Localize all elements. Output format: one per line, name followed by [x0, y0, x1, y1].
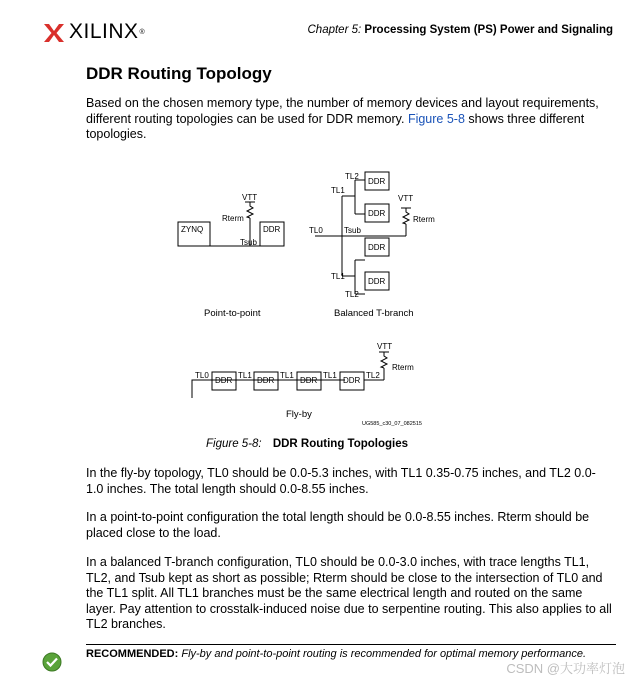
- flyby-tl0-label: TL0: [195, 371, 209, 380]
- flyby-rterm-resistor: [381, 352, 387, 368]
- section-title: DDR Routing Topology: [86, 64, 272, 83]
- p2p-ddr-label: DDR: [263, 225, 281, 234]
- tbranch-ddr-1-label: DDR: [368, 177, 386, 186]
- flyby-rterm-label: Rterm: [392, 363, 414, 372]
- tbranch-rterm-label: Rterm: [413, 215, 435, 224]
- xilinx-x-icon: [44, 22, 64, 42]
- recommendation-text: Fly-by and point-to-point routing is recommended for optimal memory performance.: [181, 648, 587, 660]
- tl1-bottom-label: TL1: [331, 272, 345, 281]
- p2p-rterm-resistor: [247, 202, 253, 218]
- flyby-tl1-3-label: TL1: [323, 371, 337, 380]
- zynq-label: ZYNQ: [181, 225, 204, 234]
- figure-caption-label: Figure 5-8:: [206, 438, 262, 450]
- p2p-vtt-label: VTT: [242, 193, 258, 202]
- topology-diagram: [170, 166, 450, 430]
- p2p-caption: Point-to-point: [204, 308, 261, 319]
- recommendation-divider: [86, 644, 616, 645]
- flyby-ddr-2-label: DDR: [257, 376, 275, 385]
- chapter-title: Processing System (PS) Power and Signaling: [364, 24, 613, 36]
- check-circle-icon: [42, 652, 62, 672]
- tl1-top-label: TL1: [331, 186, 345, 195]
- intro-text-pre: Based on the chosen memory type, the number of memory devices and layout requirements, different routing topologies can be used for DDR memory.: [86, 96, 599, 126]
- tl2-top-label: TL2: [345, 172, 359, 181]
- tbranch-ddr-2-label: DDR: [368, 209, 386, 218]
- chapter-label: Chapter 5:: [307, 24, 362, 36]
- tbranch-tl0-label: TL0: [309, 226, 323, 235]
- recommendation-label: RECOMMENDED:: [86, 648, 179, 660]
- tbranch-paragraph: In a balanced T-branch configuration, TL0 should be 0.0-3.0 inches, with trace lengths TL1, TL2, and Tsub kept as short as possible; Rterm should be close to the intersection of TL0 and the TL1 split. All TL1 branches must be the same electrical length and routed on the same layer. Pay attention to crosstalk-induced noise due to serpentine routing. This also applies to all TL2 branches.: [86, 555, 612, 631]
- flyby-vtt-label: VTT: [377, 342, 393, 351]
- intro-paragraph: [86, 96, 612, 143]
- p2p-tsub-label: Tsub: [240, 238, 257, 247]
- figure-link[interactable]: Figure 5-8: [407, 111, 465, 126]
- tbranch-tsub-label: Tsub: [344, 226, 361, 235]
- csdn-watermark: CSDN @大功率灯泡: [506, 661, 625, 676]
- figure-caption: [206, 438, 408, 450]
- tbranch-vtt-label: VTT: [398, 194, 414, 203]
- chapter-header: [308, 24, 614, 36]
- tbranch-ddr-3-label: DDR: [368, 243, 386, 252]
- logo-text: XILINX: [69, 20, 139, 43]
- flyby-caption: Fly-by: [286, 409, 312, 420]
- flyby-ddr-4-label: DDR: [343, 376, 361, 385]
- figure-caption-title: DDR Routing Topologies: [272, 438, 409, 450]
- p2p-paragraph: In a point-to-point configuration the total length should be 0.0-8.55 inches. Rterm should be placed close to the load.: [86, 510, 590, 540]
- tbranch-rterm-resistor: [403, 208, 409, 224]
- figure-id: UG585_c30_07_082515: [362, 421, 422, 427]
- intro-text-post: shows three different topologies.: [86, 111, 585, 141]
- flyby-ddr-1-label: DDR: [215, 376, 233, 385]
- tbranch-ddr-4-label: DDR: [368, 277, 386, 286]
- flyby-ddr-3-label: DDR: [300, 376, 318, 385]
- tbranch-caption: Balanced T-branch: [334, 308, 414, 319]
- flyby-tl1-2-label: TL1: [280, 371, 294, 380]
- p2p-rterm-label: Rterm: [222, 214, 244, 223]
- xilinx-logo: [44, 20, 145, 44]
- flyby-paragraph: In the fly-by topology, TL0 should be 0.0-5.3 inches, with TL1 0.35-0.75 inches, and TL2 0.0-1.0 inches. The total length should 0.0-8.55 inches.: [86, 466, 596, 496]
- tl2-bottom-label: TL2: [345, 290, 359, 299]
- flyby-tl2-label: TL2: [366, 371, 380, 380]
- logo-registered-mark: ®: [139, 28, 145, 36]
- flyby-tl1-1-label: TL1: [238, 371, 252, 380]
- ddr-topology-figure: [170, 166, 450, 435]
